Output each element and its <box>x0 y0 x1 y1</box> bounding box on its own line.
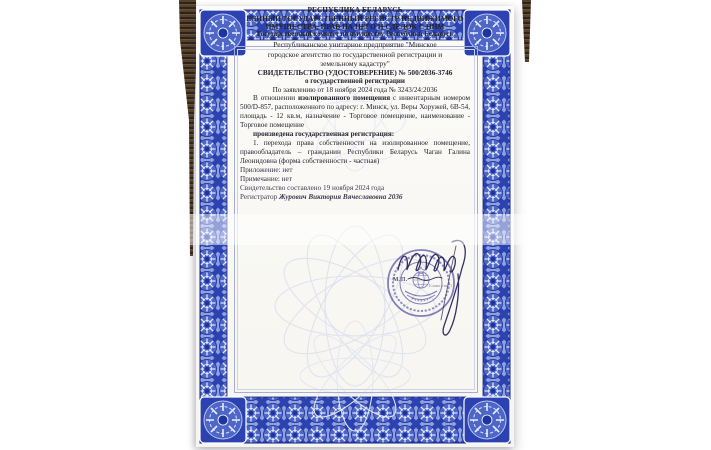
registrar-signature <box>394 234 474 344</box>
subject-paragraph <box>240 94 470 130</box>
country-title: РЕСПУБЛИКА БЕЛАРУСЬ <box>307 5 403 14</box>
subject-post: с инвентарным номером 500/D-857, расположенного по адресу: г. Минск, ул. Веры Хоружей, 6В-54, площадь - 12 кв.м, назначение - Торговое помещение, наименование - Торговое помещение <box>240 94 470 130</box>
subject-bold: изолированного помещения <box>297 94 391 103</box>
note-line: Примечание: нет <box>240 175 292 184</box>
table-edge-wood-top-right <box>521 0 533 62</box>
composed-line: Свидетельство составлено 19 ноября 2024 года <box>240 184 385 193</box>
mp-stamp-place-label: М.П. <box>393 277 408 283</box>
attachment-line: Приложение: нет <box>240 166 293 175</box>
agency-name-line2: городское агентство по государственной регистрации и <box>267 49 443 59</box>
agency-name-line3: земельному кадастру" <box>320 59 390 69</box>
certificate-subtitle: о государственной регистрации <box>305 77 405 86</box>
certificate-title: СВИДЕТЕЛЬСТВО (УДОСТОВЕРЕНИЕ) № 500/2036-3746 <box>257 67 453 77</box>
registry-name-line1: ЕДИНЫЙ ГОСУДАРСТВЕННЫЙ РЕГИСТР НЕДВИЖИМОГО <box>246 13 464 23</box>
registry-name-line2: ИМУЩЕСТВА, ПРАВ НА НЕГО И СДЕЛОК С НИМ <box>265 22 445 31</box>
registrar-label: Регистратор <box>240 192 279 201</box>
registration-item: 1. перехода права собственности на изолированное помещение, правообладатель – гражданин Республики Беларусь Чаган Галина Леонидовна (форма собственности - частная) <box>240 139 470 166</box>
committee-name: Государственный комитет по имуществу Республики Беларусь <box>257 31 453 39</box>
certificate-text <box>240 6 470 202</box>
registration-heading: произведена государственная регистрация: <box>253 130 395 139</box>
agency-name-line1: Республиканское унитарное предприятие "Минское <box>273 40 437 49</box>
application-line: По заявлению от 18 ноября 2024 года № 3243/24:2036 <box>272 85 438 94</box>
blank-type-note: Бланк тип 1 <box>429 283 453 288</box>
table-edge-wood-left <box>179 0 197 258</box>
registrar-line <box>240 193 470 202</box>
registrar-name: Журович Виктория Вячеславовна 2036 <box>278 192 403 201</box>
subject-pre: В отношении <box>253 94 298 103</box>
certificate-document <box>196 6 514 447</box>
